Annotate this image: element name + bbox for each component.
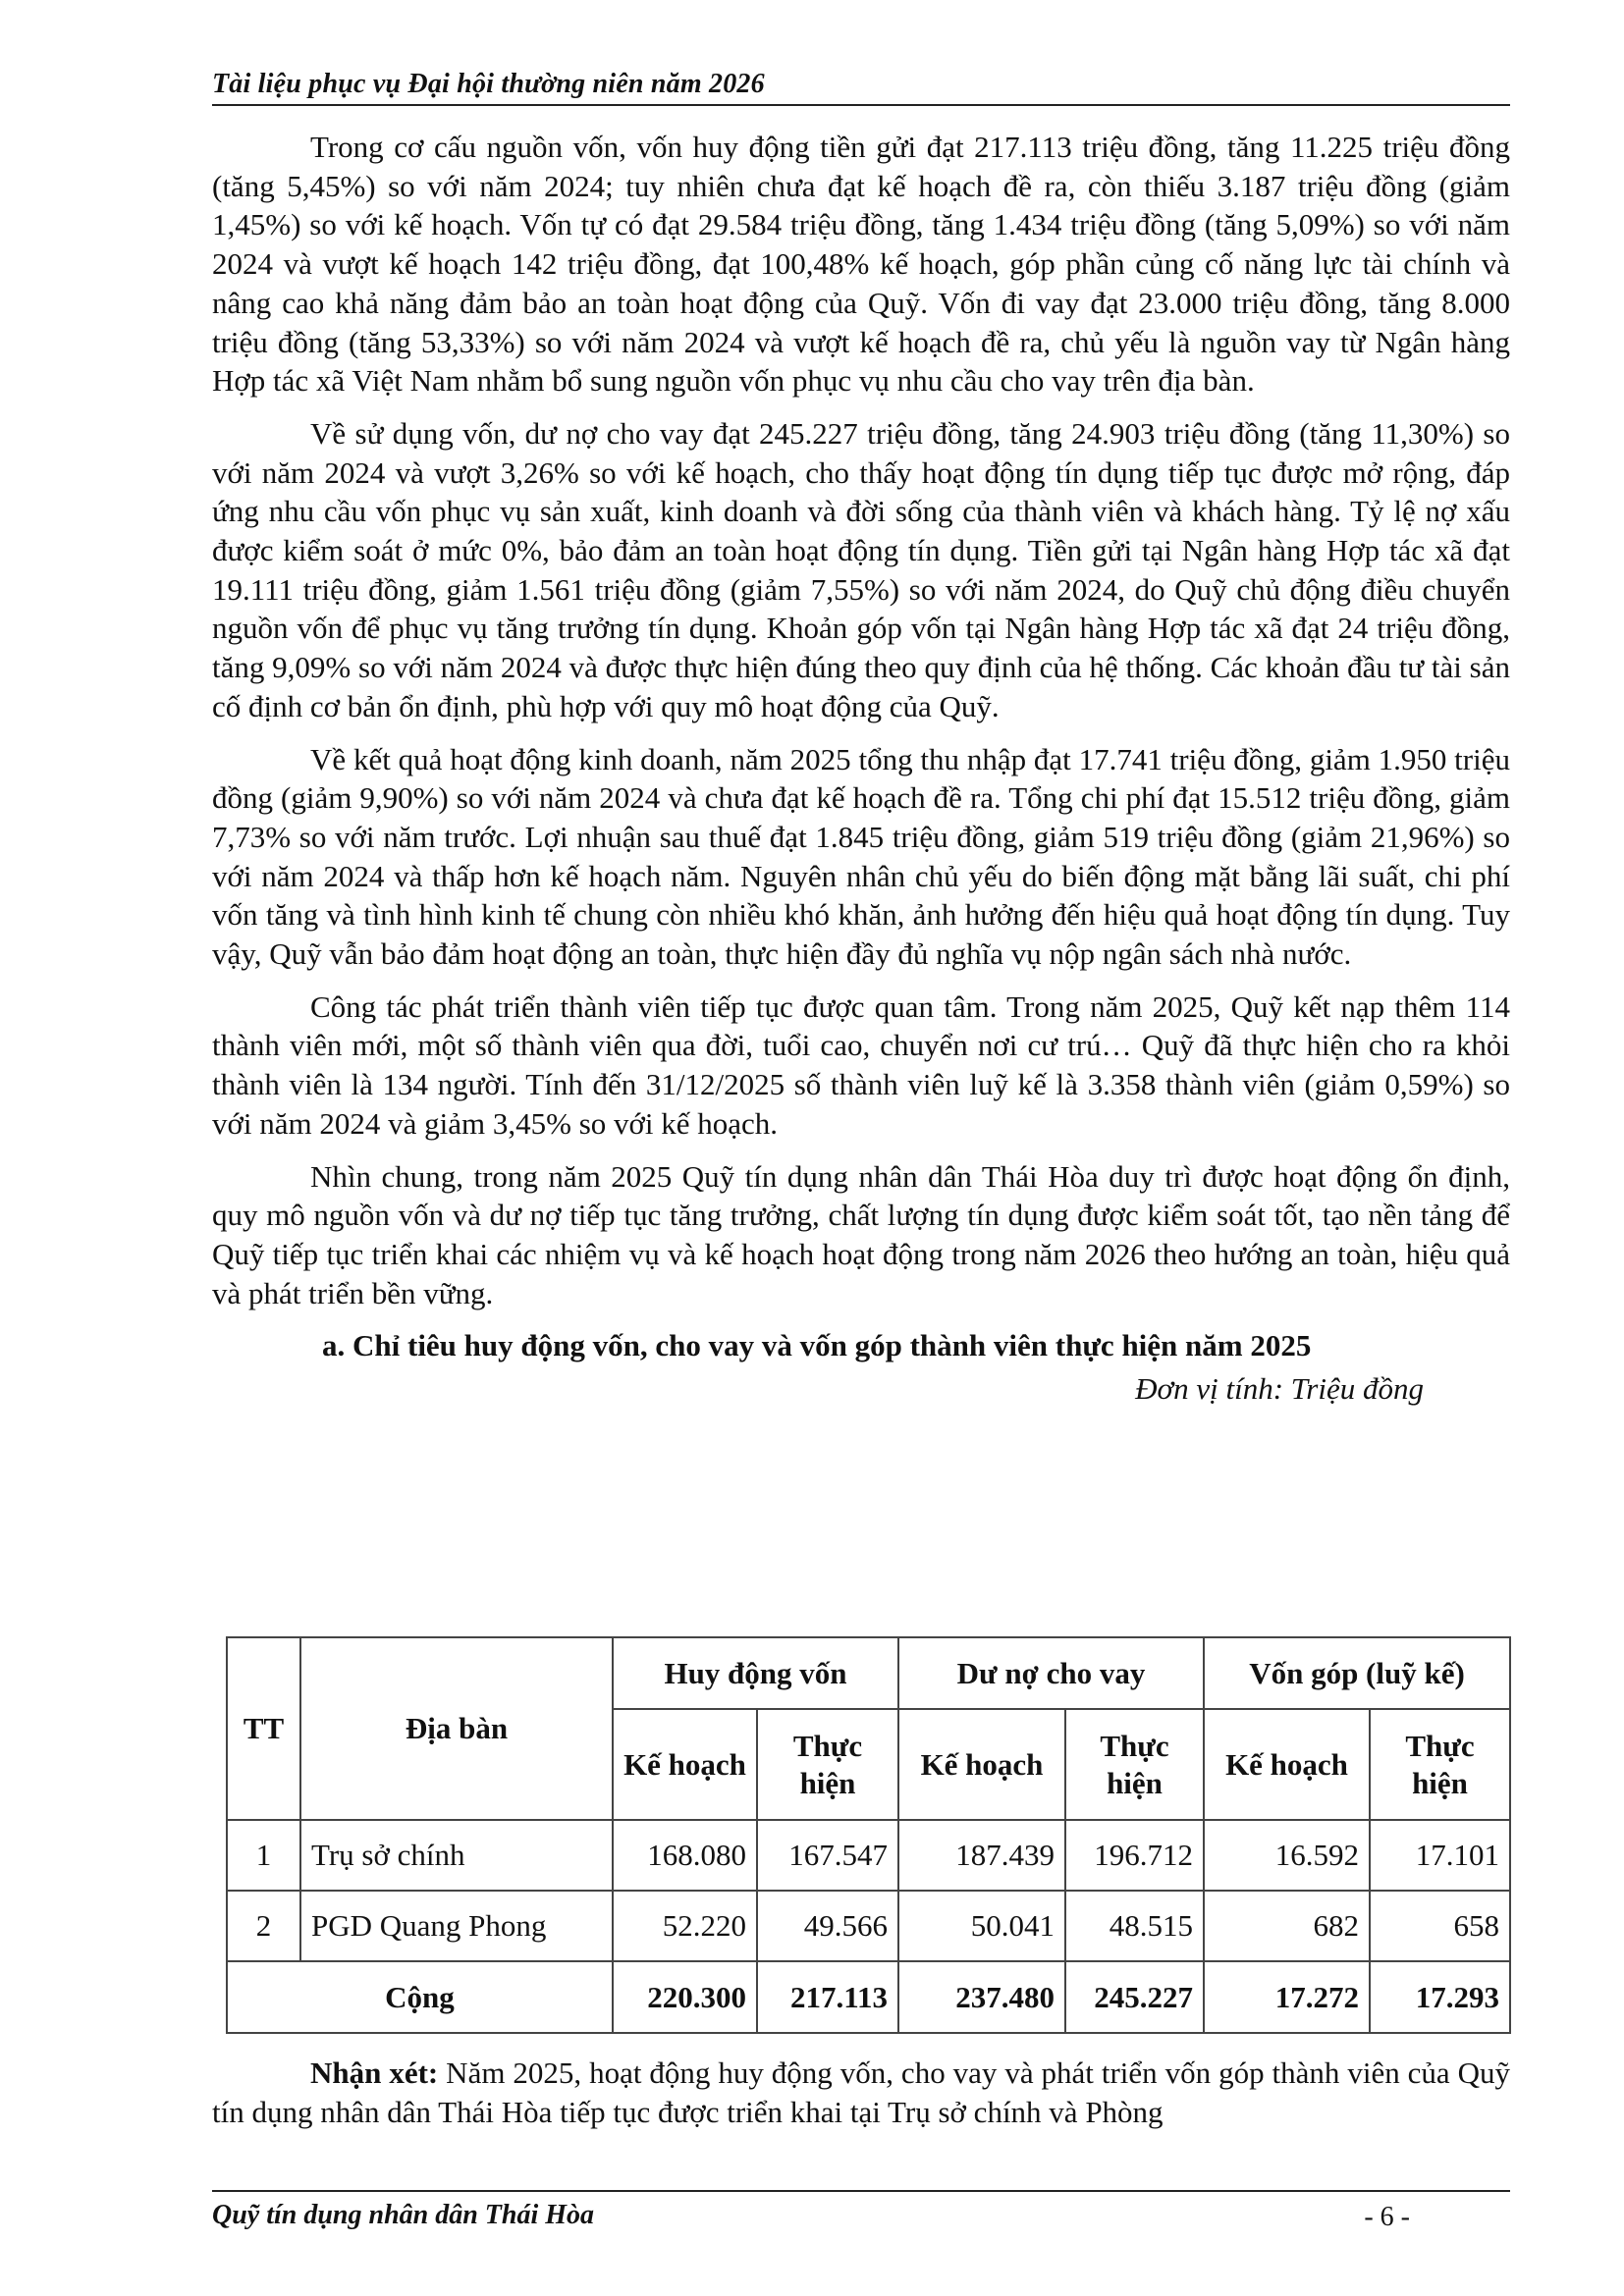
remark-label: Nhận xét: [310, 2056, 439, 2090]
cell-total-loan-actual: 245.227 [1065, 1961, 1204, 2033]
header-group-member-capital: Vốn góp (luỹ kế) [1204, 1637, 1510, 1709]
cell-deposit-actual: 49.566 [757, 1891, 898, 1961]
cell-total-loan-plan: 237.480 [898, 1961, 1065, 2033]
header-actual: Thực hiện [757, 1709, 898, 1820]
cell-loan-plan: 50.041 [898, 1891, 1065, 1961]
cell-deposit-actual: 167.547 [757, 1820, 898, 1891]
paragraph-member-development: Công tác phát triển thành viên tiếp tục được quan tâm. Trong năm 2025, Quỹ kết nạp thêm 114 thành viên mới, một số thành viên qua đời, tuổi cao, chuyển nơi cư trú… Quỹ đã thực hiện cho ra khỏi thành viên là 134 người. Tính đến 31/12/2025 số thành viên luỹ kế là 3.358 thành viên (giảm 0,59%) so với năm 2024 và giảm 3,45% so với kế hoạch. [212, 988, 1510, 1141]
paragraph-capital-usage: Về sử dụng vốn, dư nợ cho vay đạt 245.227 triệu đồng, tăng 24.903 triệu đồng (tăng 11,30%) so với năm 2024 và vượt 3,26% so với kế hoạch, cho thấy hoạt động tín dụng tiếp tục được mở rộng, đáp ứng nhu cầu vốn phục vụ sản xuất, kinh doanh và đời sống của thành viên và khách hàng. Tỷ lệ nợ xấu được kiểm soát ở mức 0%, bảo đảm an toàn hoạt động tín dụng. Tiền gửi tại Ngân hàng Hợp tác xã đạt 19.111 triệu đồng, giảm 1.561 triệu đồng (giảm 7,55%) so với năm 2024, do Quỹ chủ động điều chuyển nguồn vốn để phục vụ tăng trưởng tín dụng. Khoản góp vốn tại Ngân hàng Hợp tác xã đạt 24 triệu đồng, tăng 9,09% so với năm 2024 và được thực hiện đúng theo quy định của hệ thống. Các khoản đầu tư tài sản cố định cơ bản ổn định, phù hợp với quy mô hoạt động của Quỹ. [212, 415, 1510, 723]
cell-capital-actual: 17.101 [1370, 1820, 1510, 1891]
cell-total-capital-plan: 17.272 [1204, 1961, 1370, 2033]
document-body [212, 128, 1510, 1424]
header-actual: Thực hiện [1370, 1709, 1510, 1820]
header-area: Địa bàn [300, 1637, 613, 1820]
cell-capital-actual: 658 [1370, 1891, 1510, 1961]
header-plan: Kế hoạch [898, 1709, 1065, 1820]
cell-loan-actual: 196.712 [1065, 1820, 1204, 1891]
cell-deposit-plan: 52.220 [613, 1891, 757, 1961]
section-title: a. Chỉ tiêu huy động vốn, cho vay và vốn góp thành viên thực hiện năm 2025 [322, 1328, 1312, 1363]
header-title: Tài liệu phục vụ Đại hội thường niên năm 2026 [212, 69, 765, 99]
page-number: - 6 - [1364, 2202, 1410, 2232]
cell-tt: 2 [227, 1891, 300, 1961]
cell-total-deposit-actual: 217.113 [757, 1961, 898, 2033]
header-tt: TT [227, 1637, 300, 1820]
footer-org: Quỹ tín dụng nhân dân Thái Hòa [212, 2200, 595, 2230]
cell-loan-plan: 187.439 [898, 1820, 1065, 1891]
cell-tt: 1 [227, 1820, 300, 1891]
remark-section [212, 2054, 1510, 2131]
unit-label: Đơn vị tính: Triệu đồng [1135, 1371, 1424, 1407]
remark-text: Năm 2025, hoạt động huy động vốn, cho vay và phát triển vốn góp thành viên của Quỹ tín dụng nhân dân Thái Hòa tiếp tục được triển khai tại Trụ sở chính và Phòng [212, 2056, 1510, 2129]
header-actual: Thực hiện [1065, 1709, 1204, 1820]
cell-loan-actual: 48.515 [1065, 1891, 1204, 1961]
paragraph-capital-sources: Trong cơ cấu nguồn vốn, vốn huy động tiền gửi đạt 217.113 triệu đồng, tăng 11.225 triệu đồng (tăng 5,45%) so với năm 2024; tuy nhiên chưa đạt kế hoạch đề ra, còn thiếu 3.187 triệu đồng (giảm 1,45%) so với kế hoạch. Vốn tự có đạt 29.584 triệu đồng, tăng 1.434 triệu đồng (tăng 5,09%) so với năm 2024 và vượt kế hoạch 142 triệu đồng, đạt 100,48% kế hoạch, góp phần củng cố năng lực tài chính và nâng cao khả năng đảm bảo an toàn hoạt động của Quỹ. Vốn đi vay đạt 23.000 triệu đồng, tăng 8.000 triệu đồng (tăng 53,33%) so với năm 2024 và vượt kế hoạch đề ra, chủ yếu là nguồn vay từ Ngân hàng Hợp tác xã Việt Nam nhằm bổ sung nguồn vốn phục vụ nhu cầu cho vay trên địa bàn. [212, 130, 1510, 399]
table-header-row-1 [227, 1637, 1510, 1709]
header-plan: Kế hoạch [1204, 1709, 1370, 1820]
header-plan: Kế hoạch [613, 1709, 757, 1820]
cell-capital-plan: 16.592 [1204, 1820, 1370, 1891]
cell-area: Trụ sở chính [300, 1820, 613, 1891]
table-row [227, 1820, 1510, 1891]
page-header [212, 69, 1510, 106]
header-group-deposits: Huy động vốn [613, 1637, 898, 1709]
cell-area: PGD Quang Phong [300, 1891, 613, 1961]
page-footer [212, 2190, 1510, 2231]
cell-deposit-plan: 168.080 [613, 1820, 757, 1891]
cell-total-capital-actual: 17.293 [1370, 1961, 1510, 2033]
table-row [227, 1891, 1510, 1961]
cell-total-deposit-plan: 220.300 [613, 1961, 757, 2033]
paragraph-summary: Nhìn chung, trong năm 2025 Quỹ tín dụng nhân dân Thái Hòa duy trì được hoạt động ổn định, quy mô nguồn vốn và dư nợ tiếp tục tăng trưởng, chất lượng tín dụng được kiểm soát tốt, tạo nền tảng để Quỹ tiếp tục triển khai các nhiệm vụ và kế hoạch hoạt động trong năm 2026 theo hướng an toàn, hiệu quả và phát triển bền vững. [212, 1158, 1510, 1310]
table-total-row [227, 1961, 1510, 2033]
cell-capital-plan: 682 [1204, 1891, 1370, 1961]
remark-paragraph [212, 2054, 1510, 2131]
paragraph-business-results: Về kết quả hoạt động kinh doanh, năm 2025 tổng thu nhập đạt 17.741 triệu đồng, giảm 1.950 triệu đồng (giảm 9,90%) so với năm 2024 và chưa đạt kế hoạch đề ra. Tổng chi phí đạt 15.512 triệu đồng, giảm 7,73% so với năm trước. Lợi nhuận sau thuế đạt 1.845 triệu đồng, giảm 519 triệu đồng (giảm 21,96%) so với năm 2024 và thấp hơn kế hoạch năm. Nguyên nhân chủ yếu do biến động mặt bằng lãi suất, chi phí vốn tăng và tình hình kinh tế chung còn nhiều khó khăn, ảnh hưởng đến hiệu quả hoạt động tín dụng. Tuy vậy, Quỹ vẫn bảo đảm hoạt động an toàn, thực hiện đầy đủ nghĩa vụ nộp ngân sách nhà nước. [212, 741, 1510, 972]
indicators-table [226, 1636, 1511, 2034]
cell-total-label: Cộng [227, 1961, 613, 2033]
header-group-loans: Dư nợ cho vay [898, 1637, 1204, 1709]
